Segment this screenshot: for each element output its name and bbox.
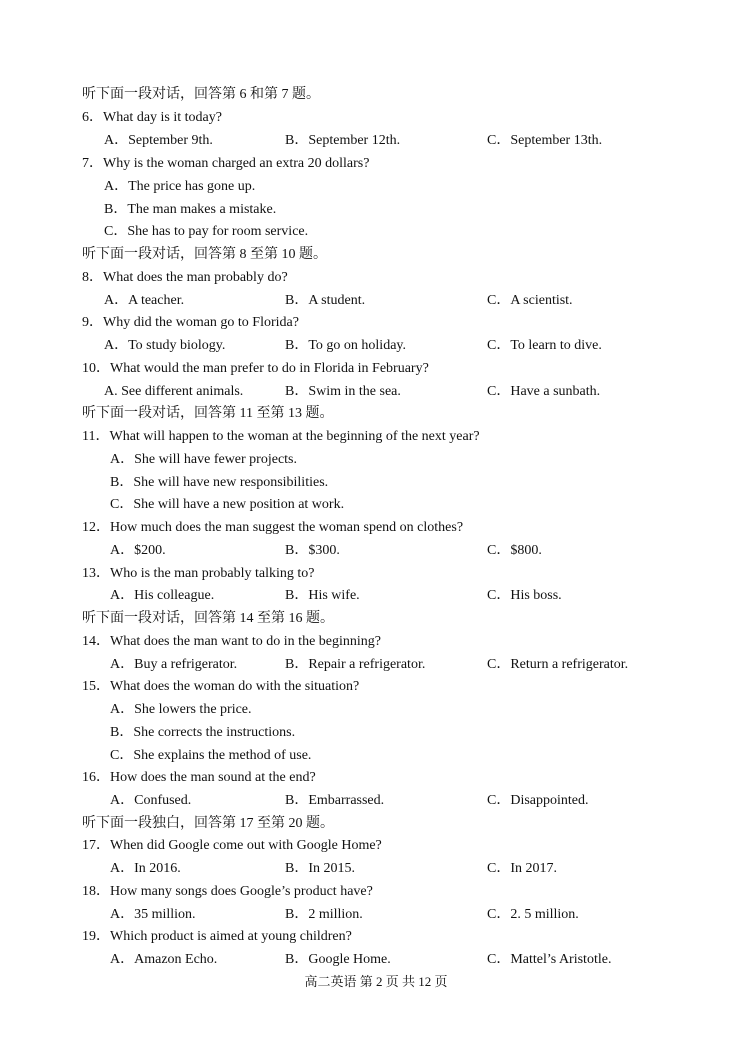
section-heading: 听下面一段对话，回答第 8 至第 10 题。 [82, 247, 327, 262]
option-a: A．She lowers the price. [110, 702, 252, 717]
option-c: C．To learn to dive. [487, 338, 602, 353]
option-c: C．Mattel’s Aristotle. [487, 952, 612, 967]
option-b: B．She will have new responsibilities. [110, 475, 329, 490]
option-b: B．To go on holiday. [285, 338, 406, 353]
option-a: A．To study biology. [104, 338, 226, 353]
option-b: B．Embarrassed. [285, 793, 385, 808]
option-b: B．The man makes a mistake. [104, 202, 277, 217]
option-a: A．A teacher. [104, 293, 185, 308]
section-heading: 听下面一段对话，回答第 6 和第 7 题。 [82, 87, 320, 102]
question-text: 12．How much does the man suggest the woman spend on clothes? [82, 520, 464, 535]
section-heading: 听下面一段独白，回答第 17 至第 20 题。 [82, 816, 334, 831]
option-c: C．His boss. [487, 588, 562, 603]
question-text: 13．Who is the man probably talking to? [82, 566, 315, 581]
option-a: A．His colleague. [110, 588, 215, 603]
option-b: B．In 2015. [285, 861, 355, 876]
option-a: A．$200. [110, 543, 166, 558]
section-heading: 听下面一段对话，回答第 11 至第 13 题。 [82, 406, 334, 421]
option-b: B．Swim in the sea. [285, 384, 401, 399]
option-b: B．September 12th. [285, 133, 401, 148]
question-text: 14．What does the man want to do in the beginning? [82, 634, 381, 649]
option-b: B．2 million. [285, 907, 363, 922]
question-text: 18．How many songs does Google’s product have? [82, 884, 373, 899]
question-text: 17．When did Google come out with Google Home? [82, 838, 382, 853]
option-b: B．Repair a refrigerator. [285, 657, 426, 672]
option-a: A．Buy a refrigerator. [110, 657, 238, 672]
option-a: A．35 million. [110, 907, 196, 922]
option-a: A．She will have fewer projects. [110, 452, 297, 467]
option-b: B．$300. [285, 543, 340, 558]
question-text: 10．What would the man prefer to do in Florida in February? [82, 361, 429, 376]
option-c: C．In 2017. [487, 861, 557, 876]
option-a: A．Amazon Echo. [110, 952, 218, 967]
option-c: C．Have a sunbath. [487, 384, 601, 399]
option-c: C．2. 5 million. [487, 907, 579, 922]
option-c: C．$800. [487, 543, 542, 558]
option-c: C．She will have a new position at work. [110, 497, 345, 512]
question-text: 15．What does the woman do with the situation? [82, 679, 360, 694]
question-text: 7．Why is the woman charged an extra 20 dollars? [82, 156, 370, 171]
question-text: 16．How does the man sound at the end? [82, 770, 316, 785]
page-footer: 高二英语 第 2 页 共 12 页 [304, 974, 448, 989]
option-a: A．September 9th. [104, 133, 213, 148]
option-c: C．A scientist. [487, 293, 573, 308]
option-b: B．His wife. [285, 588, 360, 603]
section-heading: 听下面一段对话，回答第 14 至第 16 题。 [82, 611, 334, 626]
option-a: A．Confused. [110, 793, 192, 808]
option-c: C．Return a refrigerator. [487, 657, 629, 672]
question-text: 19．Which product is aimed at young children? [82, 929, 352, 944]
option-b: B．A student. [285, 293, 366, 308]
option-c: C．She has to pay for room service. [104, 224, 309, 239]
option-a: A. See different animals. [104, 384, 244, 399]
option-c: C．September 13th. [487, 133, 603, 148]
option-c: C．She explains the method of use. [110, 748, 312, 763]
option-c: C．Disappointed. [487, 793, 589, 808]
option-b: B．She corrects the instructions. [110, 725, 296, 740]
question-text: 6．What day is it today? [82, 110, 222, 125]
option-b: B．Google Home. [285, 952, 391, 967]
question-text: 11．What will happen to the woman at the beginning of the next year? [82, 429, 480, 444]
option-a: A．The price has gone up. [104, 179, 256, 194]
option-a: A．In 2016. [110, 861, 181, 876]
question-text: 9．Why did the woman go to Florida? [82, 315, 299, 330]
question-text: 8．What does the man probably do? [82, 270, 288, 285]
